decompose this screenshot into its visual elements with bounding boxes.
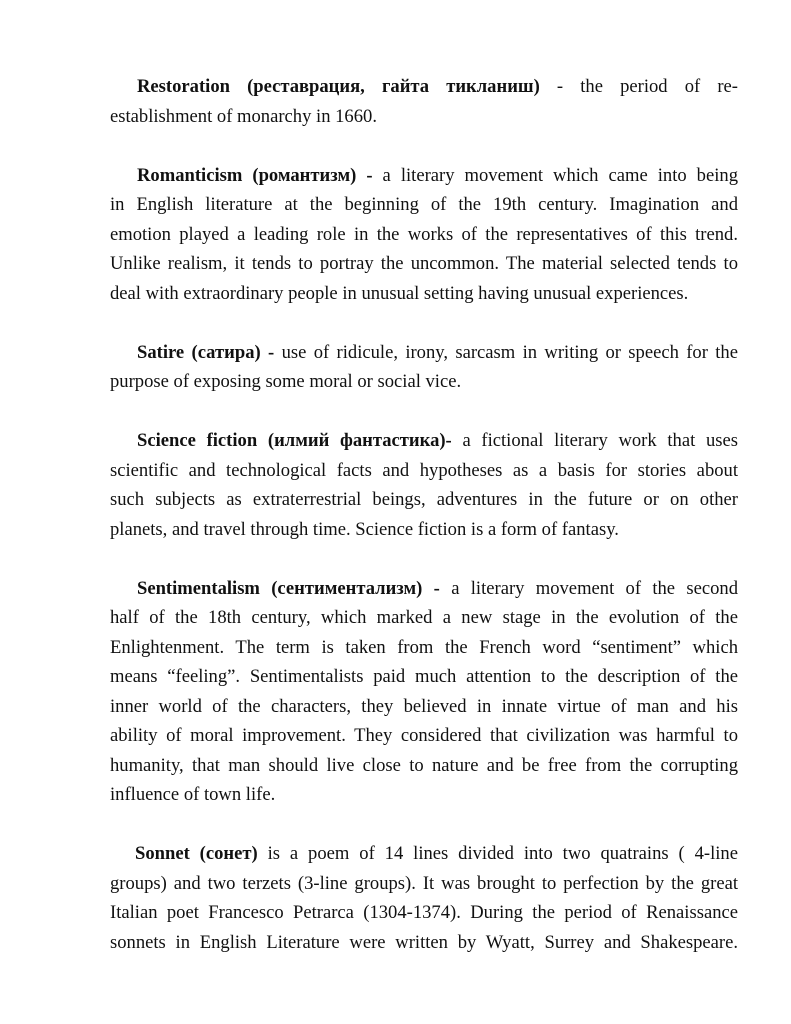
- entry-first-line: [110, 72, 738, 102]
- glossary-entry: [110, 426, 738, 544]
- entry-term: Sonnet (сонет): [135, 843, 258, 864]
- entry-term: Science fiction (илмий фантастика)-: [137, 430, 452, 451]
- document-page: [110, 72, 738, 987]
- entry-text-line: Enlightenment. The term is taken from the French word “sentiment” which: [110, 636, 738, 658]
- entry-text-line: Unlike realism, it tends to portray the uncommon. The material selected tends to: [110, 253, 738, 274]
- entry-term: Satire (сатира) -: [137, 341, 275, 363]
- entry-text-line: such subjects as extraterrestrial beings, adventures in the future or on other: [110, 489, 738, 510]
- entry-text-line: humanity, that man should live close to nature and be free from the corrupting: [110, 754, 738, 776]
- glossary-entry: [110, 161, 738, 309]
- entry-term: Romanticism (романтизм) -: [137, 164, 373, 186]
- entry-first-line: [110, 574, 738, 604]
- entry-term: Sentimentalism (сентиментализм) -: [137, 577, 440, 599]
- glossary-entry: [110, 72, 738, 131]
- entry-text-line: ability of moral improvement. They considered that civilization was harmful to: [110, 725, 738, 746]
- entry-definition-start: - the period of re-: [539, 76, 738, 97]
- entry-text-line: purpose of exposing some moral or social vice.: [110, 371, 462, 392]
- glossary-entry: [110, 338, 738, 397]
- entry-definition-start: a literary movement of the second: [439, 577, 739, 599]
- entry-text-line: groups) and two terzets (3-line groups). It was brought to perfection by the great: [110, 872, 738, 894]
- glossary-entry: [110, 839, 738, 957]
- entry-text-line: half of the 18th century, which marked a new stage in the evolution of the: [110, 607, 738, 628]
- entry-text-line: emotion played a leading role in the works of the representatives of this trend.: [110, 223, 738, 245]
- entry-definition-start: use of ridicule, irony, sarcasm in writing or speech for the: [274, 341, 738, 363]
- entry-first-line: [110, 338, 738, 368]
- entry-definition-start: a literary movement which came into being: [372, 164, 738, 186]
- entry-text-line: scientific and technological facts and hypotheses as a basis for stories about: [110, 459, 738, 481]
- entry-text-line: sonnets in English Literature were written by Wyatt, Surrey and Shakespeare.: [110, 931, 738, 953]
- entry-text-line: planets, and travel through time. Science fiction is a form of fantasy.: [110, 518, 619, 540]
- entry-term: Restoration (реставрация, гайта тикланиш): [137, 76, 540, 97]
- entry-text-line: in English literature at the beginning of the 19th century. Imagination and: [110, 194, 738, 215]
- entry-text-line: establishment of monarchy in 1660.: [110, 105, 377, 127]
- entry-definition-start: a fictional literary work that uses: [451, 430, 738, 451]
- entry-text-line: inner world of the characters, they believed in innate virtue of man and his: [110, 695, 738, 717]
- entry-text-line: deal with extraordinary people in unusual setting having unusual experiences.: [110, 282, 689, 304]
- entry-text-line: Italian poet Francesco Petrarca (1304-1374). During the period of Renaissance: [110, 902, 738, 923]
- entry-first-line: [110, 161, 738, 191]
- glossary-entry: [110, 574, 738, 810]
- entry-first-line: [110, 426, 738, 456]
- entry-definition-start: is a poem of 14 lines divided into two quatrains ( 4-line: [257, 843, 738, 864]
- entry-text-line: influence of town life.: [110, 784, 276, 805]
- entry-first-line: [110, 839, 738, 869]
- entry-text-line: means “feeling”. Sentimentalists paid much attention to the description of the: [110, 666, 738, 687]
